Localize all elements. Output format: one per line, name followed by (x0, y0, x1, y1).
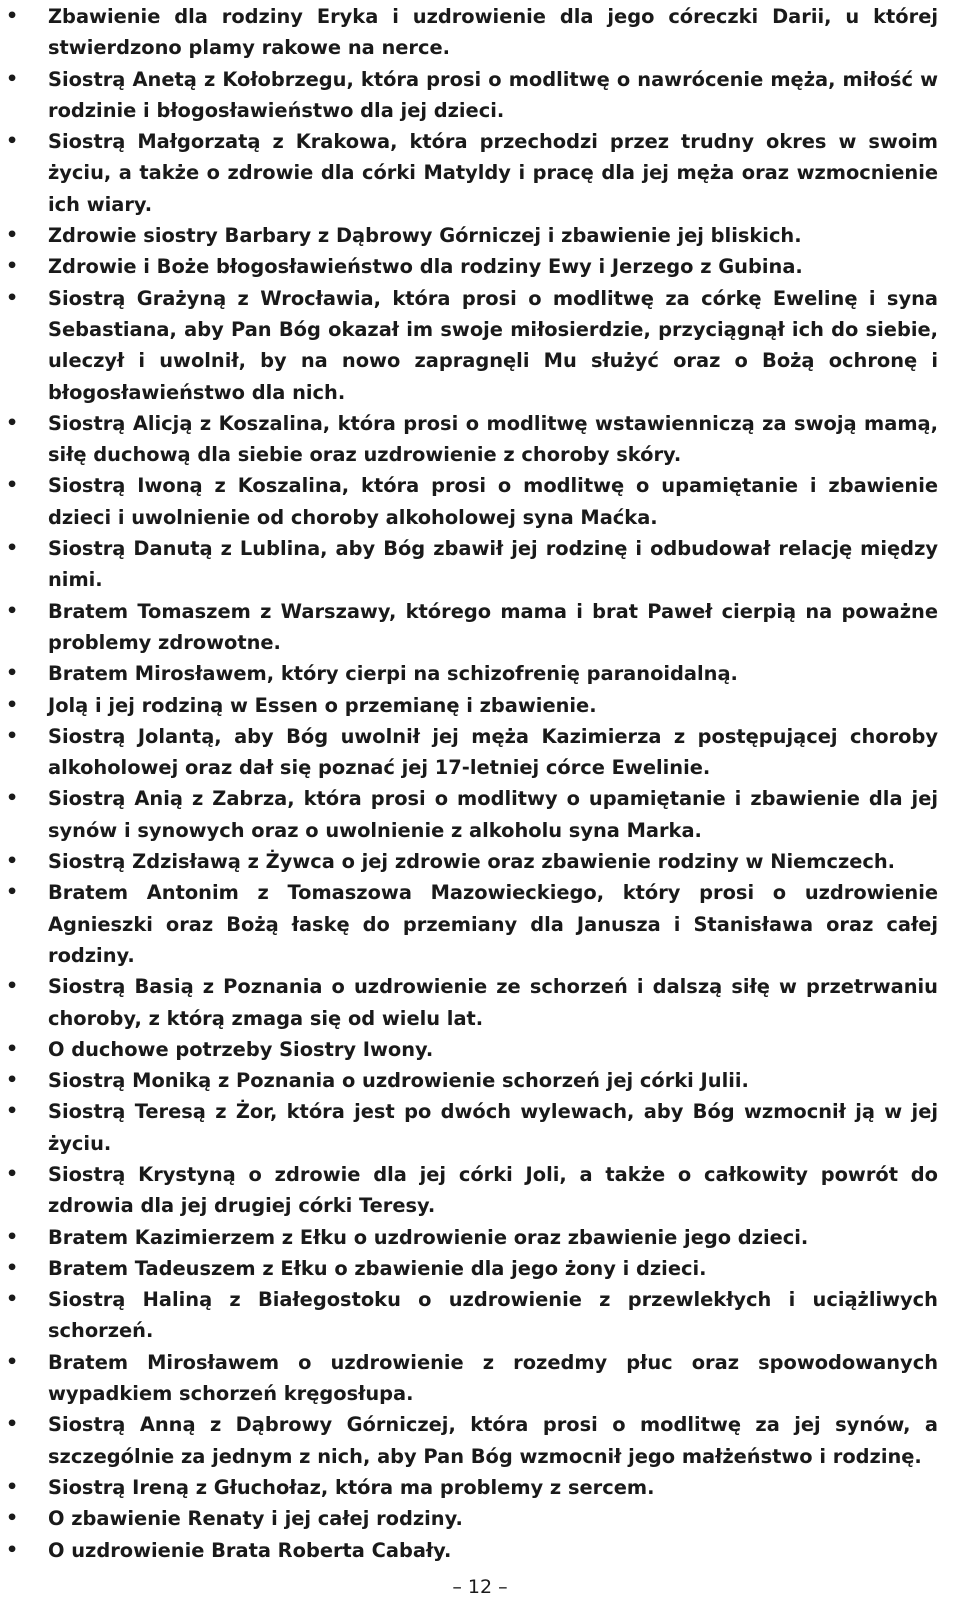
list-item: • Bratem Tomaszem z Warszawy, którego mama i brat Paweł cierpią na poważne problemy zdrowotne. (48, 596, 938, 659)
prayer-intentions-list (48, 1, 938, 1566)
list-item: • Siostrą Jolantą, aby Bóg uwolnił jej męża Kazimierza z postępującej choroby alkoholowej oraz dał się poznać jej 17-letniej córce Ewelinie. (48, 721, 938, 784)
list-item: • Siostrą Iwoną z Koszalina, która prosi o modlitwę o upamiętanie i zbawienie dzieci i uwolnienie od choroby alkoholowej syna Maćka. (48, 470, 938, 533)
list-item: • Siostrą Anetą z Kołobrzegu, która prosi o modlitwę o nawrócenie męża, miłość w rodzinie i błogosławieństwo dla jej dzieci. (48, 64, 938, 127)
list-item: • Jolą i jej rodziną w Essen o przemianę i zbawienie. (48, 690, 938, 721)
list-item: • Siostrą Teresą z Żor, która jest po dwóch wylewach, aby Bóg wzmocnił ją w jej życiu. (48, 1096, 938, 1159)
list-item: • Siostrą Zdzisławą z Żywca o jej zdrowie oraz zbawienie rodziny w Niemczech. (48, 846, 938, 877)
list-item: • Siostrą Moniką z Poznania o uzdrowienie schorzeń jej córki Julii. (48, 1065, 938, 1096)
list-item: • Zdrowie i Boże błogosławieństwo dla rodziny Ewy i Jerzego z Gubina. (48, 251, 938, 282)
list-item: • Siostrą Danutą z Lublina, aby Bóg zbawił jej rodzinę i odbudował relację między nimi. (48, 533, 938, 596)
list-item: • Siostrą Haliną z Białegostoku o uzdrowienie z przewlekłych i uciążliwych schorzeń. (48, 1284, 938, 1347)
list-item: • O duchowe potrzeby Siostry Iwony. (48, 1034, 938, 1065)
list-item: • Siostrą Alicją z Koszalina, która prosi o modlitwę wstawienniczą za swoją mamą, siłę duchową dla siebie oraz uzdrowienie z choroby skóry. (48, 408, 938, 471)
list-item: • Siostrą Grażyną z Wrocławia, która prosi o modlitwę za córkę Ewelinę i syna Sebastiana, aby Pan Bóg okazał im swoje miłosierdzie, przyciągnął ich do siebie, uleczył i uwolnił, by na nowo zapragnęli Mu służyć oraz o Bożą ochronę i błogosławieństwo dla nich. (48, 283, 938, 408)
list-item: • Bratem Mirosławem, który cierpi na schizofrenię paranoidalną. (48, 658, 938, 689)
list-item: • Zbawienie dla rodziny Eryka i uzdrowienie dla jego córeczki Darii, u której stwierdzono plamy rakowe na nerce. (48, 1, 938, 64)
list-item: • Zdrowie siostry Barbary z Dąbrowy Górniczej i zbawienie jej bliskich. (48, 220, 938, 251)
list-item: • Siostrą Anią z Zabrza, która prosi o modlitwy o upamiętanie i zbawienie dla jej synów i synowych oraz o uwolnienie z alkoholu syna Marka. (48, 783, 938, 846)
list-item: • Siostrą Basią z Poznania o uzdrowienie ze schorzeń i dalszą siłę w przetrwaniu choroby, z którą zmaga się od wielu lat. (48, 971, 938, 1034)
list-item: • Bratem Tadeuszem z Ełku o zbawienie dla jego żony i dzieci. (48, 1253, 938, 1284)
list-item: • Bratem Kazimierzem z Ełku o uzdrowienie oraz zbawienie jego dzieci. (48, 1222, 938, 1253)
list-item: • O uzdrowienie Brata Roberta Cabały. (48, 1535, 938, 1566)
list-item: • Bratem Mirosławem o uzdrowienie z rozedmy płuc oraz spowodowanych wypadkiem schorzeń kręgosłupa. (48, 1347, 938, 1410)
list-item: • Siostrą Małgorzatą z Krakowa, która przechodzi przez trudny okres w swoim życiu, a także o zdrowie dla córki Matyldy i pracę dla jej męża oraz wzmocnienie ich wiary. (48, 126, 938, 220)
list-item: • O zbawienie Renaty i jej całej rodziny. (48, 1503, 938, 1534)
list-item: • Siostrą Anną z Dąbrowy Górniczej, która prosi o modlitwę za jej synów, a szczególnie za jednym z nich, aby Pan Bóg wzmocnił jego małżeństwo i rodzinę. (48, 1409, 938, 1472)
list-item: • Siostrą Krystyną o zdrowie dla jej córki Joli, a także o całkowity powrót do zdrowia dla jej drugiej córki Teresy. (48, 1159, 938, 1222)
list-item: • Siostrą Ireną z Głuchołaz, która ma problemy z sercem. (48, 1472, 938, 1503)
page-number: – 12 – (452, 1576, 508, 1598)
list-item: • Bratem Antonim z Tomaszowa Mazowieckiego, który prosi o uzdrowienie Agnieszki oraz Bożą łaskę do przemiany dla Janusza i Stanisława oraz całej rodziny. (48, 877, 938, 971)
